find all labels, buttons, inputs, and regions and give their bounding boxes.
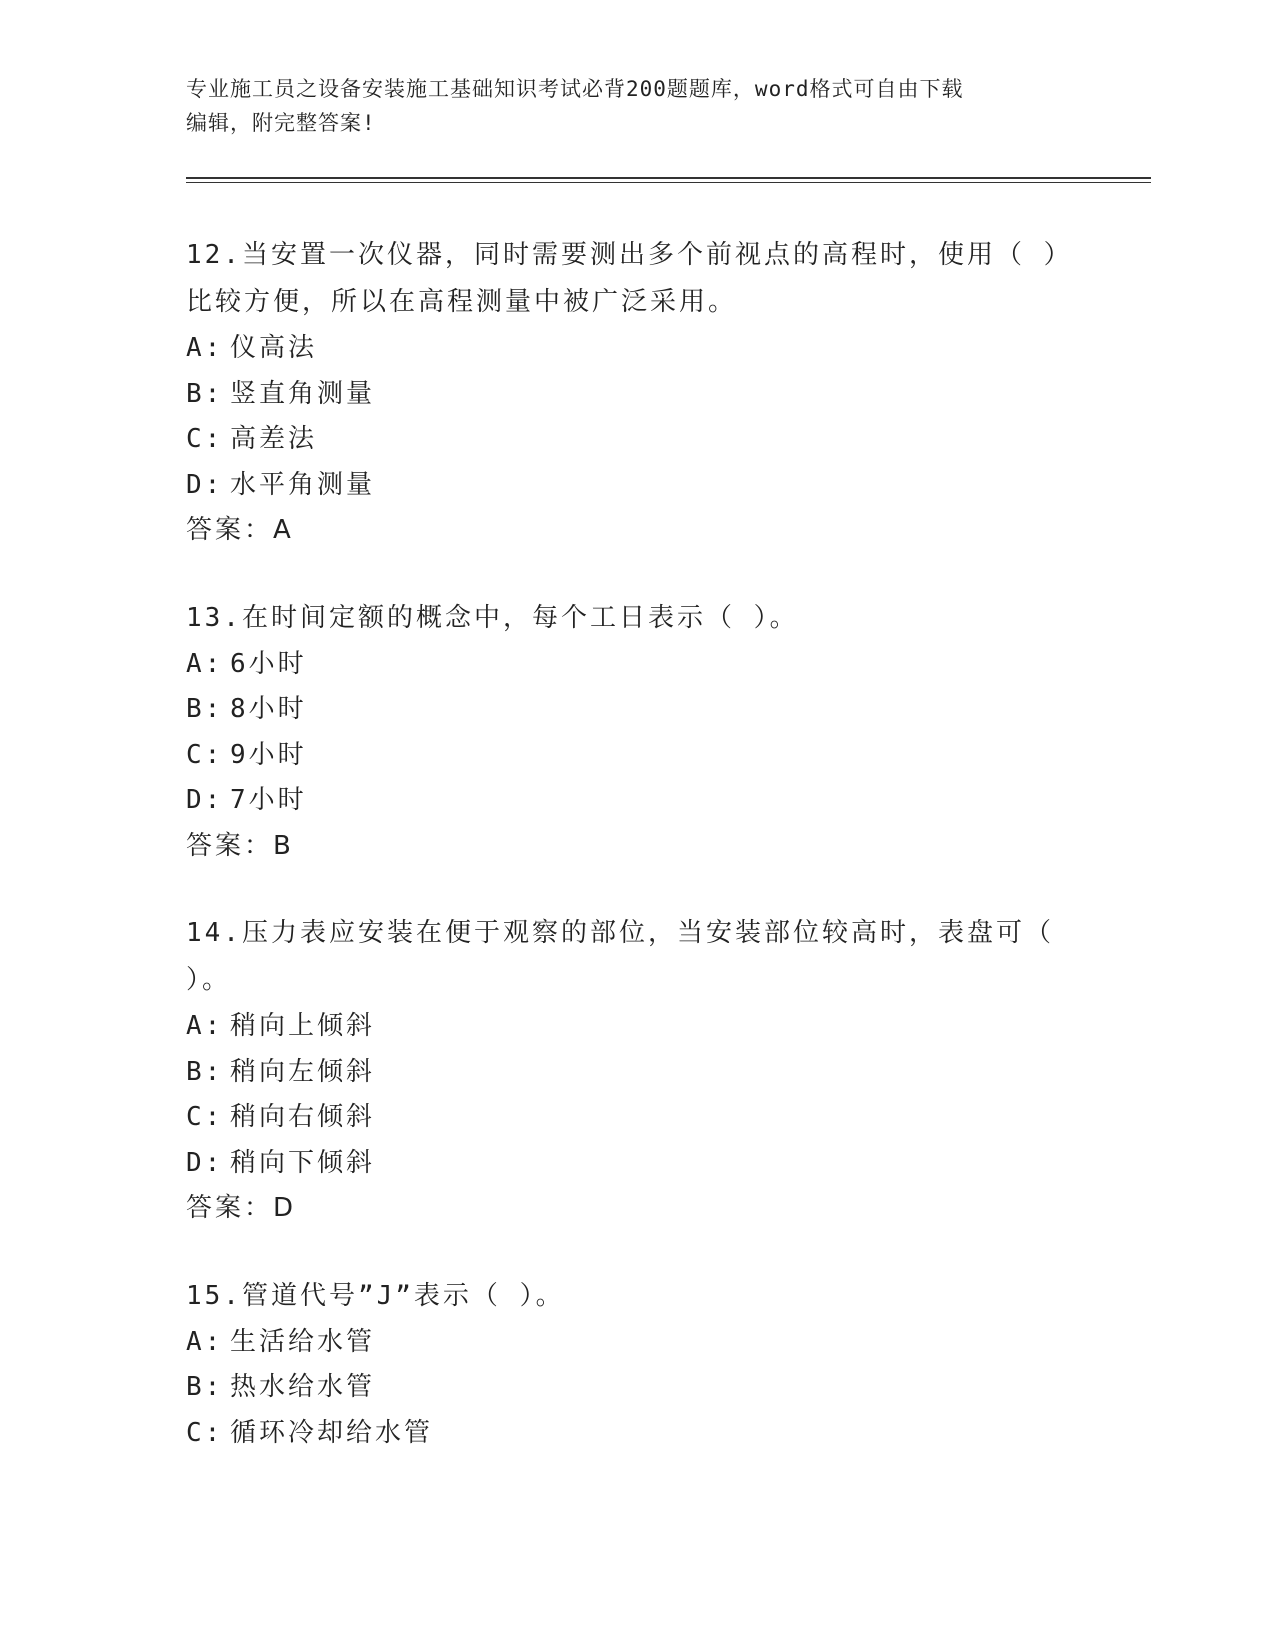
header-divider-thin — [186, 182, 1151, 183]
option-text: 热水给水管 — [230, 1372, 376, 1402]
option-letter: B: — [186, 1056, 224, 1087]
answer-line: 答案：B — [186, 830, 294, 861]
option-letter: D: — [186, 785, 224, 815]
option-letter: A: — [186, 1011, 224, 1041]
question-15 — [186, 1273, 1066, 1457]
answer-line: 答案：A — [186, 515, 294, 545]
option-letter: B: — [186, 1372, 224, 1402]
option-letter: D: — [186, 1147, 224, 1178]
option-letter: B: — [186, 694, 224, 724]
question-14 — [186, 910, 1066, 1232]
option-c — [186, 1095, 1066, 1141]
option-b — [186, 372, 1066, 418]
answer-line: 答案：D — [186, 1193, 297, 1223]
question-list — [186, 232, 1066, 1497]
option-letter: A: — [186, 333, 224, 363]
question-text: 15.管道代号”J”表示（ ）。 — [186, 1280, 565, 1311]
question-12 — [186, 232, 1066, 554]
option-letter: C: — [186, 1417, 224, 1448]
option-letter: D: — [186, 469, 224, 500]
question-text: 14.压力表应安装在便于观察的部位，当安装部位较高时，表盘可（ ）。 — [186, 918, 1054, 995]
option-letter: C: — [186, 424, 224, 454]
option-text: 竖直角测量 — [230, 378, 376, 409]
option-letter: A: — [186, 1326, 224, 1357]
document-header — [186, 72, 1066, 140]
question-text: 12.当安置一次仪器，同时需要测出多个前视点的高程时，使用（ ）比较方便，所以在高程测量中被广泛采用。 — [186, 240, 1060, 317]
option-letter: B: — [186, 378, 224, 409]
header-line-1: 专业施工员之设备安装施工基础知识考试必背200题题库，word格式可自由下载 — [186, 77, 964, 101]
option-letter: A: — [186, 648, 224, 679]
option-text: 稍向右倾斜 — [230, 1102, 376, 1132]
option-text: 稍向左倾斜 — [230, 1056, 376, 1087]
option-b — [186, 1365, 1066, 1411]
option-text: 仪高法 — [230, 333, 318, 363]
option-letter: C: — [186, 739, 224, 770]
option-c — [186, 1411, 1066, 1457]
header-divider-thick — [186, 177, 1151, 179]
header-line-2: 编辑，附完整答案! — [186, 111, 376, 135]
option-text: 生活给水管 — [230, 1326, 376, 1357]
option-text: 循环冷却给水管 — [230, 1417, 434, 1448]
option-text: 高差法 — [230, 424, 318, 454]
option-d — [186, 778, 1066, 824]
option-text: 水平角测量 — [230, 469, 376, 500]
option-text: 稍向下倾斜 — [230, 1147, 376, 1178]
option-d — [186, 1141, 1066, 1187]
option-text: 7小时 — [230, 785, 307, 815]
option-text: 稍向上倾斜 — [230, 1011, 376, 1041]
option-letter: C: — [186, 1102, 224, 1132]
question-13 — [186, 595, 1066, 870]
option-d — [186, 463, 1066, 509]
option-text: 9小时 — [230, 739, 307, 770]
option-c — [186, 733, 1066, 779]
option-b — [186, 1050, 1066, 1096]
option-text: 8小时 — [230, 694, 307, 724]
option-a — [186, 642, 1066, 688]
option-b — [186, 687, 1066, 733]
option-a — [186, 1320, 1066, 1366]
question-text: 13.在时间定额的概念中，每个工日表示（ ）。 — [186, 602, 799, 633]
option-a — [186, 326, 1066, 372]
option-text: 6小时 — [230, 648, 307, 679]
option-a — [186, 1004, 1066, 1050]
option-c — [186, 417, 1066, 463]
